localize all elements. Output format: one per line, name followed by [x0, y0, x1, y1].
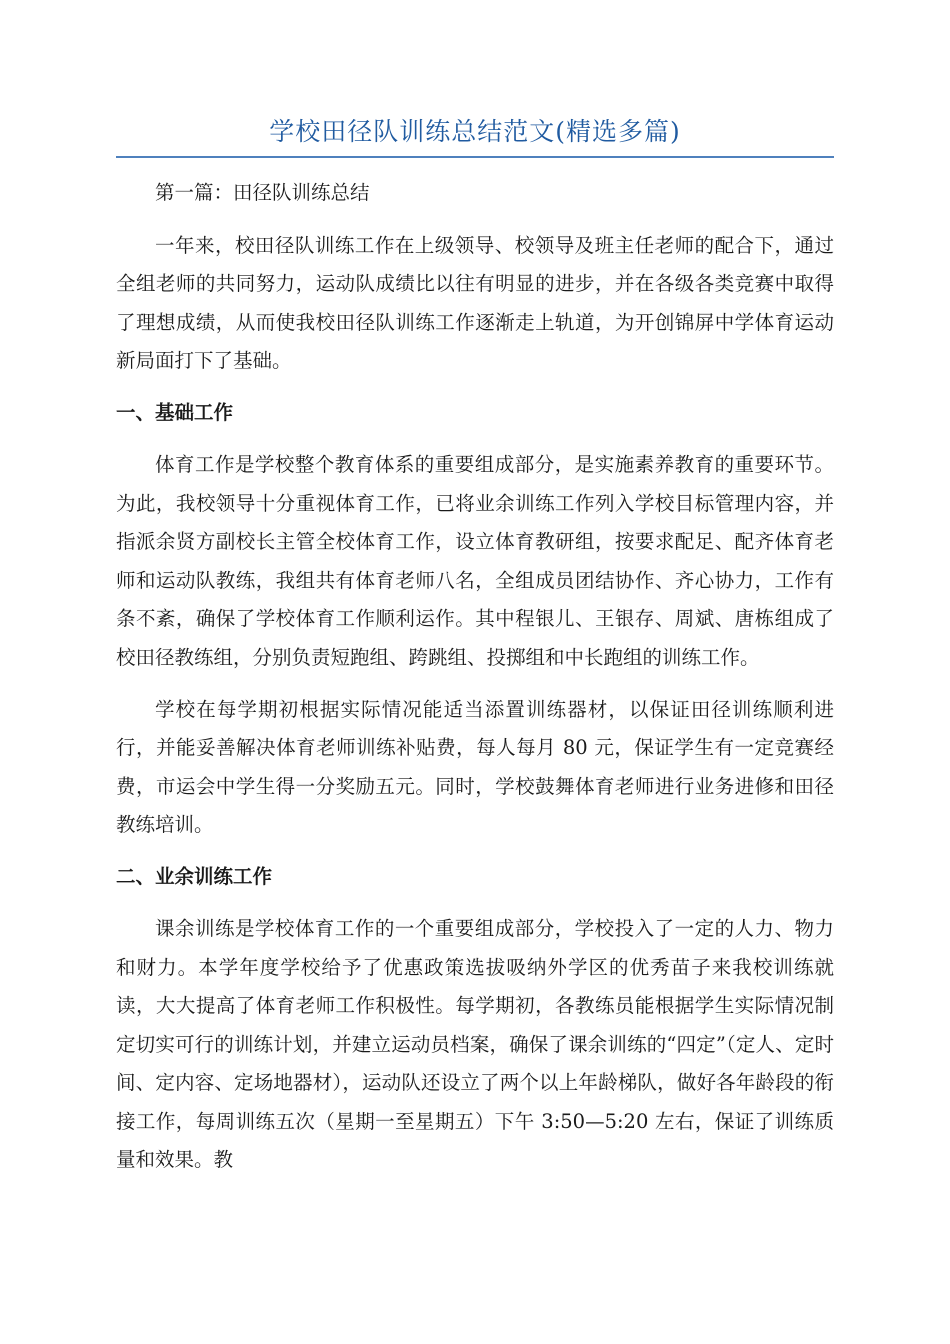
document-title: 学校田径队训练总结范文(精选多篇): [269, 117, 681, 146]
spare-training-paragraph-1: 课余训练是学校体育工作的一个重要组成部分，学校投入了一定的人力、物力和财力。本学年度学校给予了优惠政策选拔吸纳外学区的优秀苗子来我校训练就读，大大提高了体育老师工作积极性。每学期初，各教练员能根据学生实际情况制定切实可行的训练计划，并建立运动员档案，确保了课余训练的“四定”（定人、定时间、定内容、定场地器材），运动队还设立了两个以上年龄梯队，做好各年龄段的衔接工作，每周训练五次（星期一至星期五）下午 3:50—5:20 左右，保证了训练质量和效果。教: [116, 916, 834, 1172]
section-subtitle: 第一篇：田径队训练总结: [155, 181, 370, 204]
basic-work-paragraph-2: 学校在每学期初根据实际情况能适当添置训练器材，以保证田径训练顺利进行，并能妥善解决体育老师训练补贴费，每人每月 80 元，保证学生有一定竞赛经费，市运会中学生得一分奖励五元。同时，学校鼓舞体育老师进行业务进修和田径教练培训。: [116, 697, 834, 837]
intro-paragraph: 一年来，校田径队训练工作在上级领导、校领导及班主任老师的配合下，通过全组老师的共同努力，运动队成绩比以往有明显的进步，并在各级各类竞赛中取得了理想成绩，从而使我校田径队训练工作逐渐走上轨道，为开创锦屏中学体育运动新局面打下了基础。: [116, 233, 834, 373]
document-body: [116, 174, 834, 1193]
basic-work-paragraph-1: 体育工作是学校整个教育体系的重要组成部分，是实施素养教育的重要环节。为此，我校领导十分重视体育工作，已将业余训练工作列入学校目标管理内容，并指派余贤方副校长主管全校体育工作，设立体育教研组，按要求配足、配齐体育老师和运动队教练，我组共有体育老师八名，全组成员团结协作、齐心协力，工作有条不紊，确保了学校体育工作顺利运作。其中程银儿、王银存、周斌、唐栋组成了校田径教练组，分别负责短跑组、跨跳组、投掷组和中长跑组的训练工作。: [116, 452, 834, 669]
heading-basic-work: 一、基础工作: [116, 400, 234, 424]
heading-spare-training: 二、业余训练工作: [116, 864, 273, 888]
title-block: [116, 112, 834, 158]
